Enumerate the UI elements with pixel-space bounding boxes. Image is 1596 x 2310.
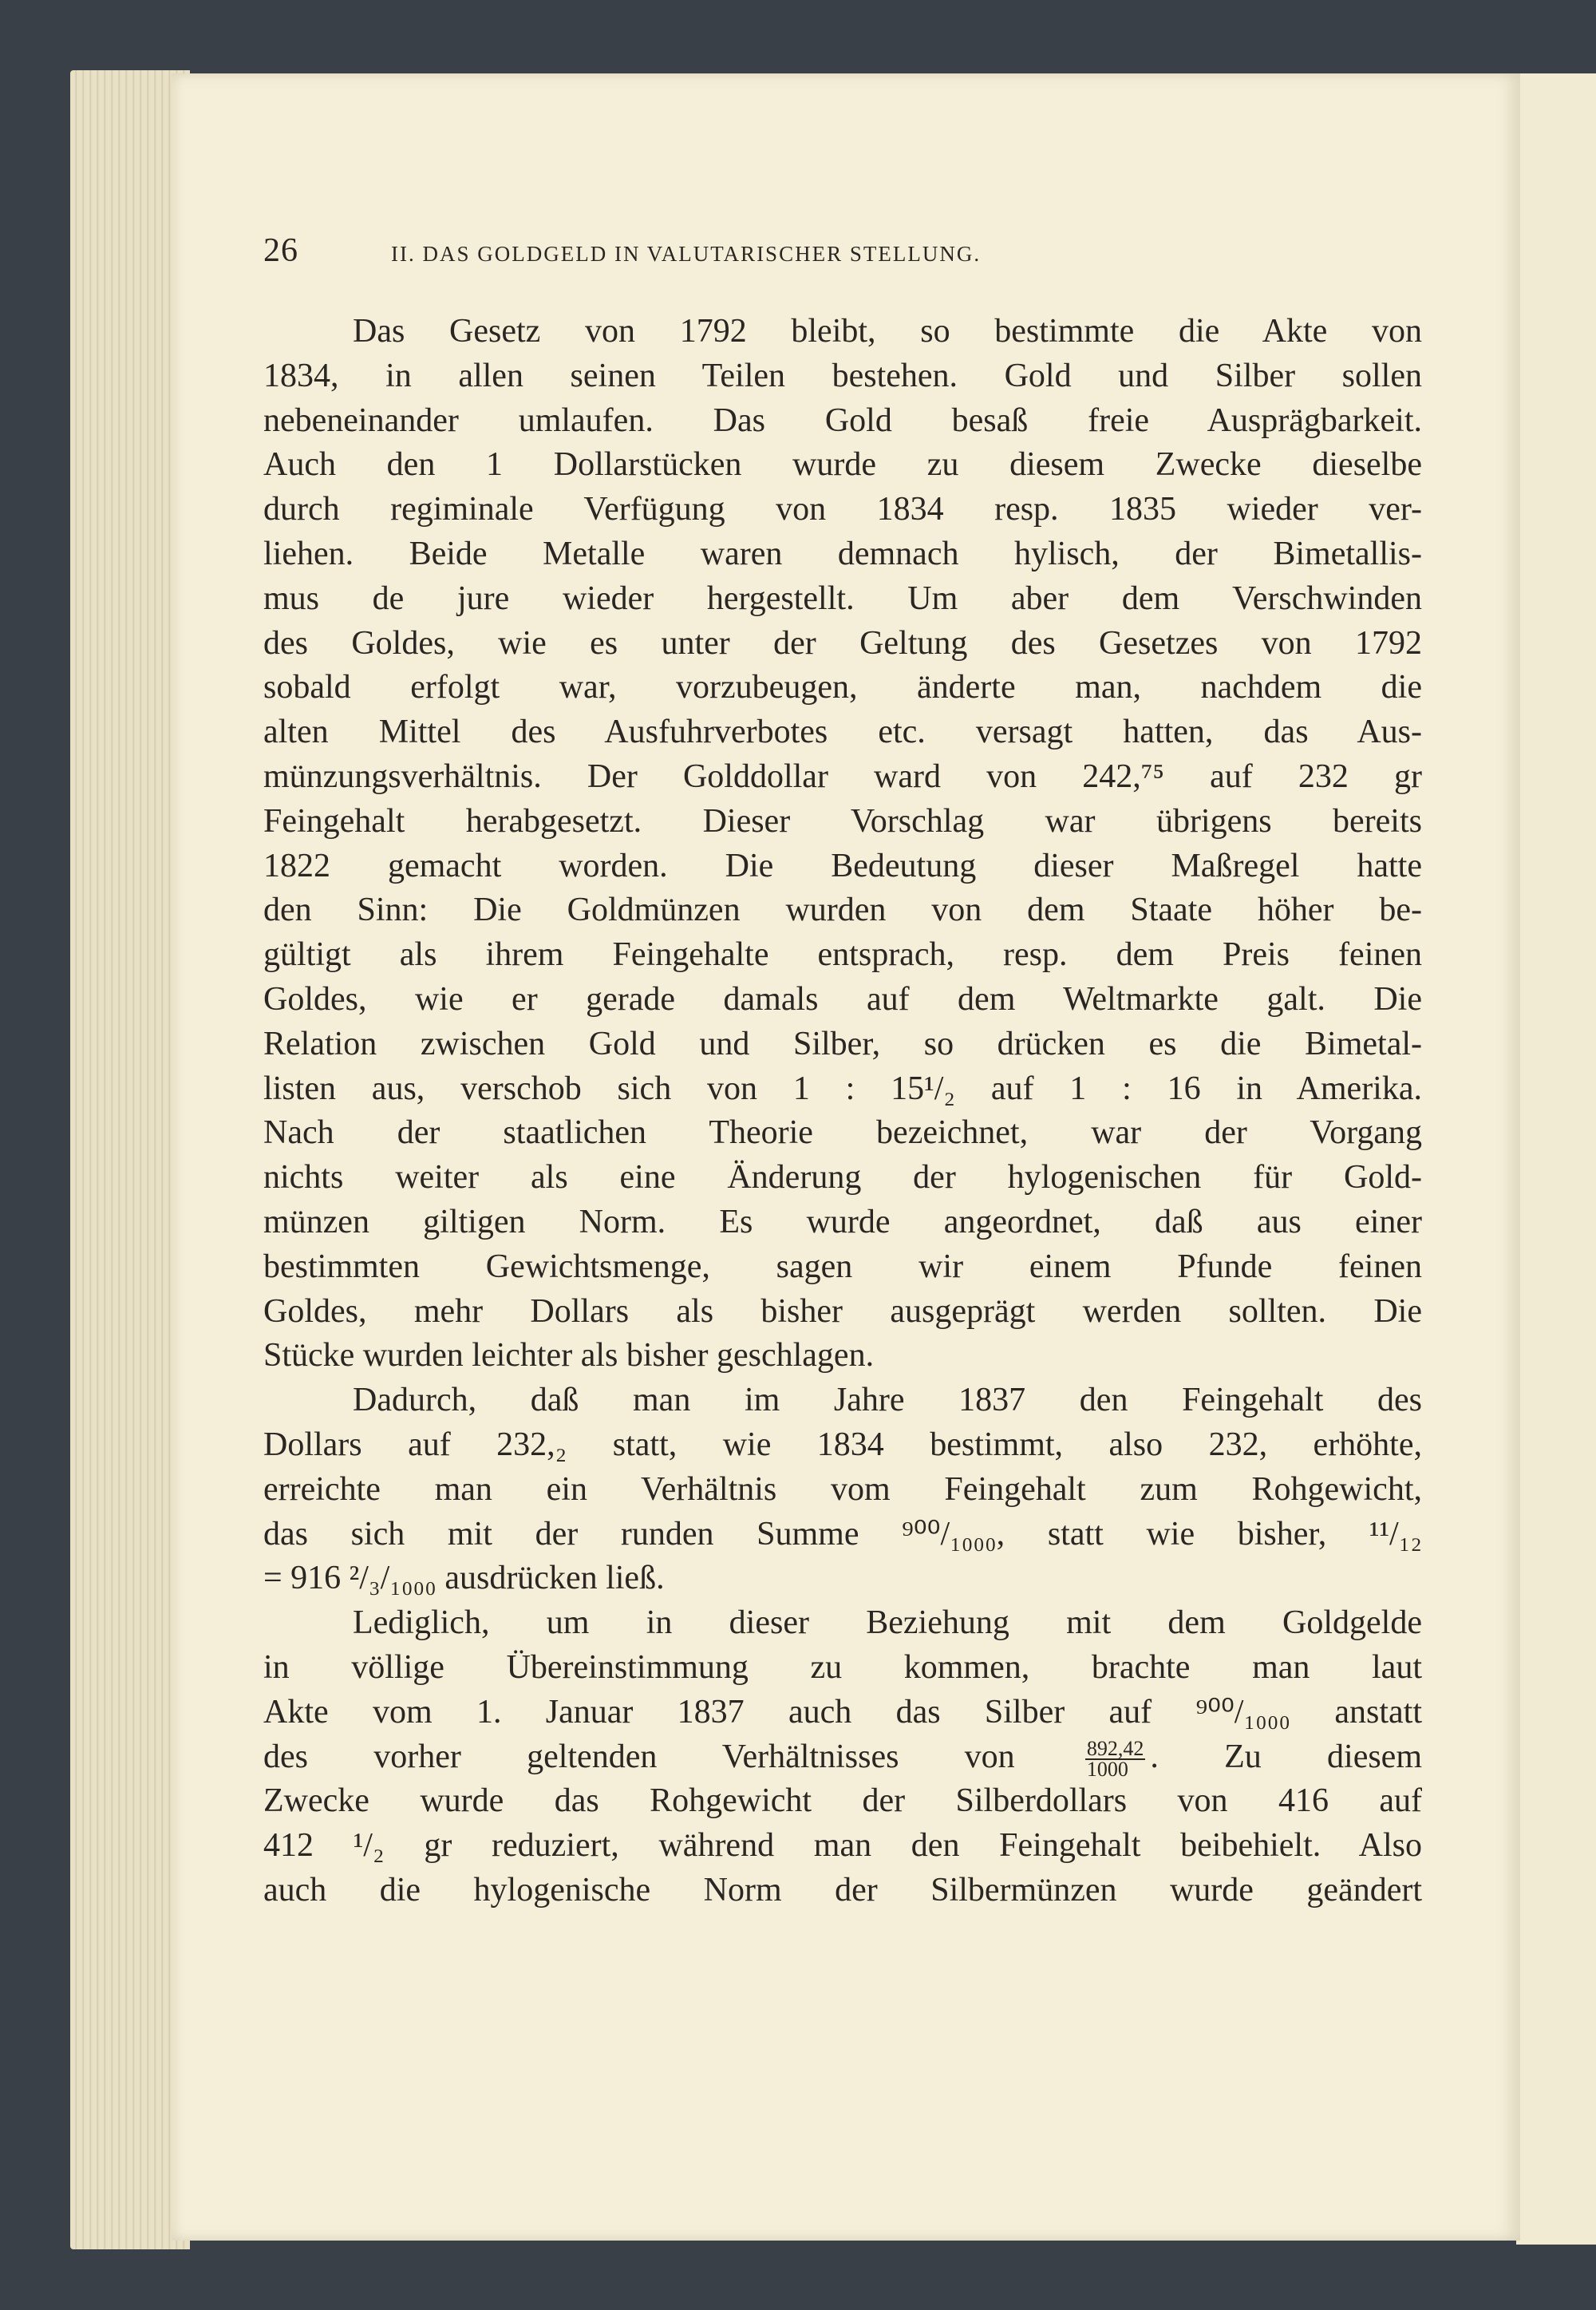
text-line: Zwecke wurde das Rohgewicht der Silberdollars von 416 auf: [263, 1782, 1422, 1820]
text-line: gültigt als ihrem Feingehalte entsprach, resp. dem Preis feinen: [263, 936, 1422, 974]
chapter-title: II. DAS GOLDGELD IN VALUTARISCHER STELLUNG.: [391, 242, 982, 266]
text-line: Feingehalt herabgesetzt. Dieser Vorschlag war übrigens bereits: [263, 802, 1422, 840]
text-line: Stücke wurden leichter als bisher geschlagen.: [263, 1337, 875, 1375]
body-text: [263, 310, 1422, 1913]
text-line: in völlige Übereinstimmung zu kommen, brachte man laut: [263, 1648, 1422, 1686]
text-line: Nach der staatlichen Theorie bezeichnet, war der Vorgang: [263, 1114, 1422, 1152]
page-content: [263, 231, 1422, 1913]
fraction-denominator: 1000: [1086, 1757, 1128, 1781]
text-line: nichts weiter als eine Änderung der hylogenischen für Gold-: [263, 1159, 1422, 1197]
text-line: Relation zwischen Gold und Silber, so drücken es die Bimetal-: [263, 1025, 1422, 1062]
text-line: nebeneinander umlaufen. Das Gold besaß freie Ausprägbarkeit.: [263, 401, 1422, 439]
text-line: Dollars auf 232,₂ statt, wie 1834 bestimmt, also 232, erhöhte,: [263, 1426, 1422, 1463]
text-line: = 916 ²/₃/₁₀₀₀ ausdrücken ließ.: [263, 1560, 665, 1597]
text-line: das sich mit der runden Summe ⁹⁰⁰/₁₀₀₀, statt wie bisher, ¹¹/₁₂: [263, 1515, 1422, 1553]
text-line: Dadurch, daß man im Jahre 1837 den Feingehalt des: [353, 1382, 1422, 1419]
text-line: des Goldes, wie es unter der Geltung des Gesetzes von 1792: [263, 624, 1422, 662]
facing-page-edge: [1516, 73, 1596, 2245]
text-line: 412 ¹/₂ gr reduziert, während man den Feingehalt beibehielt. Also: [263, 1827, 1422, 1865]
text-line: den Sinn: Die Goldmünzen wurden von dem Staate höher be-: [263, 892, 1422, 929]
text-line: erreichte man ein Verhältnis vom Feingehalt zum Rohgewicht,: [263, 1470, 1422, 1508]
paragraph: [263, 1378, 1422, 1601]
paragraph: [263, 310, 1422, 1378]
text-line: Goldes, mehr Dollars als bisher ausgeprägt werden sollten. Die: [263, 1292, 1422, 1330]
text-line-with-fraction: des vorher geltenden Verhältnisses von $\frac{892,42}{1000}$ . Zu diesem: [263, 1736, 1422, 1781]
text-line: Goldes, wie er gerade damals auf dem Weltmarkte galt. Die: [263, 980, 1422, 1018]
text-line: sobald erfolgt war, vorzubeugen, änderte man, nachdem die: [263, 669, 1422, 706]
text-line: auch die hylogenische Norm der Silbermünzen wurde geändert: [263, 1871, 1422, 1909]
text-line: 1822 gemacht worden. Die Bedeutung dieser Maßregel hatte: [263, 847, 1422, 884]
text-line: listen aus, verschob sich von 1 : 15¹/₂ auf 1 : 16 in Amerika.: [263, 1070, 1422, 1107]
fraction: [1085, 1736, 1146, 1781]
text-line: mus de jure wieder hergestellt. Um aber dem Verschwinden: [263, 579, 1422, 617]
fraction-numerator: 892,42: [1086, 1736, 1144, 1760]
text-line: Akte vom 1. Januar 1837 auch das Silber auf ⁹⁰⁰/₁₀₀₀ anstatt: [263, 1693, 1422, 1731]
page-number: 26: [263, 232, 298, 269]
text-line: bestimmten Gewichtsmenge, sagen wir einem Pfunde feinen: [263, 1248, 1422, 1285]
text-line: Auch den 1 Dollarstücken wurde zu diesem Zwecke dieselbe: [263, 446, 1422, 484]
paragraph-lines: [263, 1601, 1422, 1734]
text-line: 1834, in allen seinen Teilen bestehen. Gold und Silber sollen: [263, 357, 1422, 394]
paragraph-lines: [263, 1779, 1422, 1912]
running-head: [263, 231, 1422, 287]
text-line: Lediglich, um in dieser Beziehung mit dem Goldgelde: [353, 1604, 1422, 1642]
text-line: alten Mittel des Ausfuhrverbotes etc. versagt hatten, das Aus-: [263, 714, 1422, 751]
text-line: münzen giltigen Norm. Es wurde angeordnet, daß aus einer: [263, 1203, 1422, 1240]
paragraph: [263, 1601, 1422, 1913]
text-line: durch regiminale Verfügung von 1834 resp. 1835 wieder ver-: [263, 491, 1422, 528]
text-line: münzungsverhältnis. Der Golddollar ward von 242,⁷⁵ auf 232 gr: [263, 757, 1422, 795]
text-line: liehen. Beide Metalle waren demnach hylisch, der Bimetallis-: [263, 535, 1422, 572]
text-line: Das Gesetz von 1792 bleibt, so bestimmte die Akte von: [353, 313, 1422, 350]
